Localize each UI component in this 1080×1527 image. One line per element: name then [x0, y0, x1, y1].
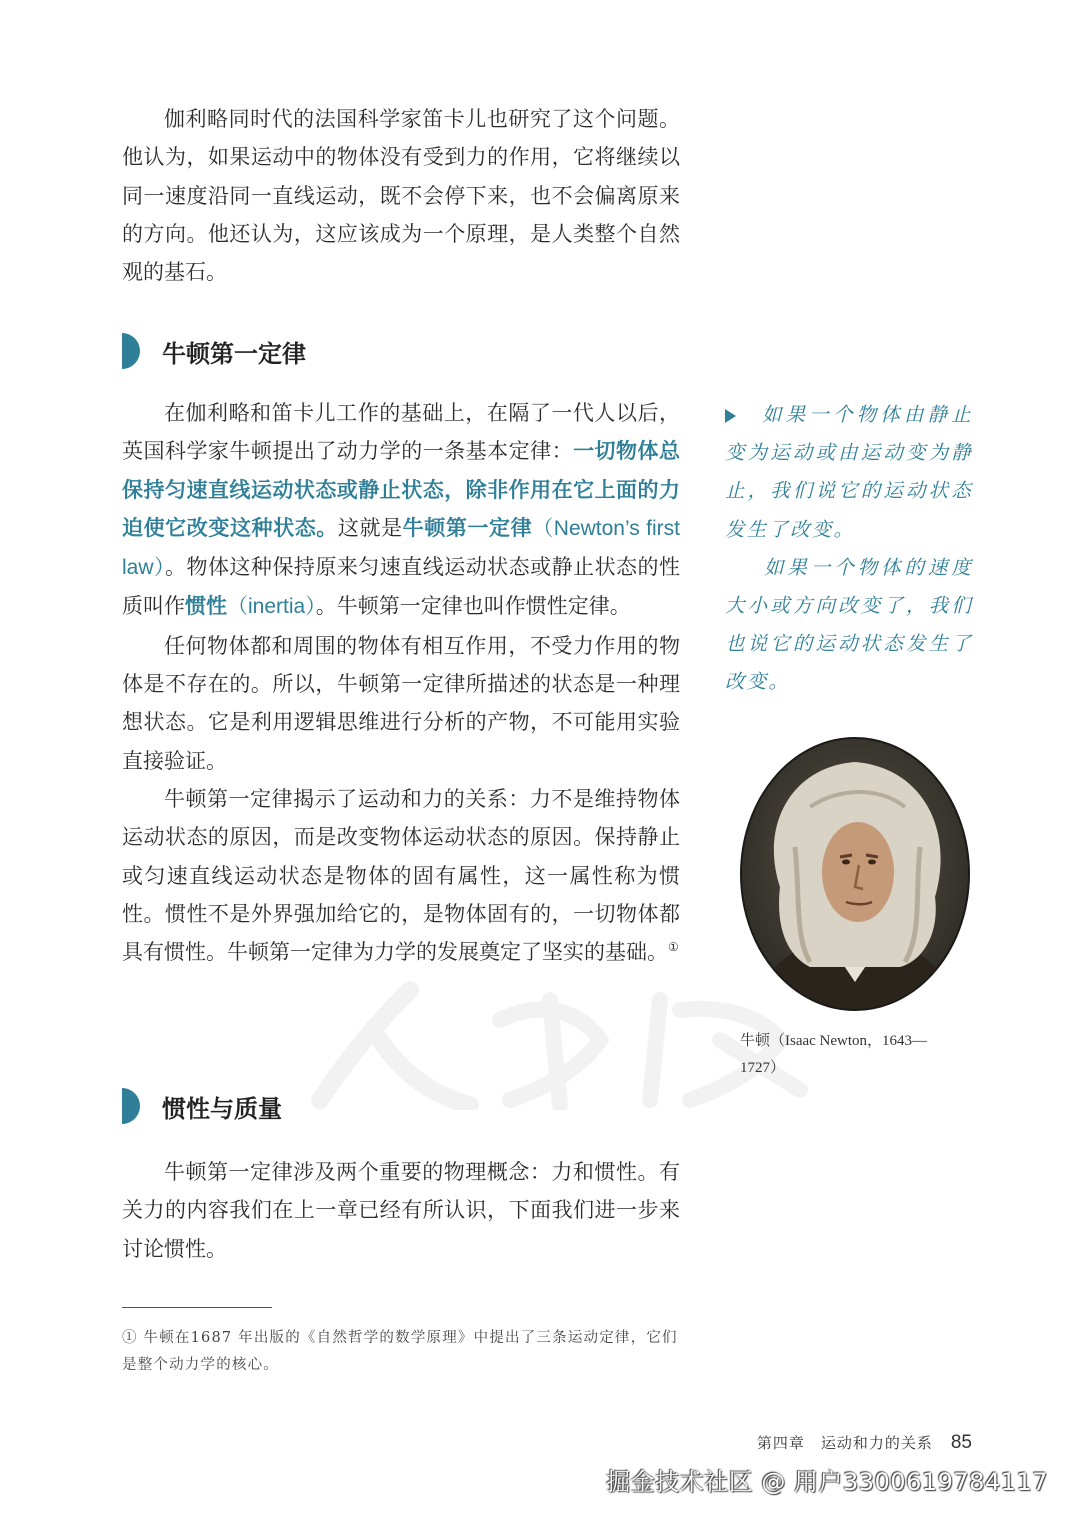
text-run: 这就是 [337, 515, 403, 540]
newton-portrait-icon [740, 737, 970, 1012]
section-heading-inertia-mass [122, 1086, 282, 1126]
text-run: 在伽利略和笛卡儿工作的基础上，在隔了一代人以后，英国科学家牛顿提出了动力学的一条基本定律： [122, 401, 680, 464]
site-credit-watermark: 掘金技术社区 @ 用户3300619784117 [606, 1468, 1048, 1496]
section1-body [122, 394, 680, 971]
section-marker-icon [122, 333, 140, 369]
chapter-label: 第四章 运动和力的关系 [756, 1434, 933, 1452]
text-run: 牛顿第一定律揭示了运动和力的关系：力不是维持物体运动状态的原因，而是改变物体运动状态的原因。保持静止或匀速直线运动状态是物体的固有属性，这一属性称为惯性。惯性不是外界强加给它的，是物体固有的，一切物体都具有惯性。牛顿第一定律为力学的发展奠定了坚实的基础。 [122, 786, 680, 965]
section-title: 牛顿第一定律 [162, 339, 306, 368]
section-marker-icon [122, 1088, 140, 1124]
footnote: ① 牛顿在1687 年出版的《自然哲学的数学原理》中提出了三条运动定律，它们是整个动力学的核心。 [122, 1330, 678, 1373]
term-newton-first-law: 牛顿第一定律 [402, 515, 533, 540]
sidebar-note-text: 如果一个物体由静止变为运动或由运动变为静止，我们说它的运动状态发生了改变。 [725, 403, 973, 541]
footnote-marker[interactable]: ① [668, 940, 679, 955]
term-inertia: 惯性 [185, 594, 227, 619]
text-run: 。物体这种保持原来匀速直线运动状态或静止状态的性质叫作 [122, 555, 681, 619]
page-footer [757, 1432, 972, 1454]
section2-body [122, 1153, 680, 1268]
portrait-caption: 牛顿（Isaac Newton，1643—1727） [740, 1033, 928, 1076]
law-statement: 一切物体总保持匀速直线运动状态或静止状态，除非作用在它上面的力迫使它改变这种状态。 [122, 439, 680, 540]
page-number: 85 [950, 1432, 972, 1453]
section-title: 惯性与质量 [162, 1094, 282, 1123]
text-run: 。牛顿第一定律也叫作惯性定律。 [315, 594, 631, 619]
english-term-inertia: （inertia） [227, 595, 316, 619]
intro-block [122, 100, 680, 291]
footnote-divider [122, 1307, 272, 1308]
paragraph-motion-force [122, 780, 680, 971]
sidebar-notes [725, 396, 973, 702]
paragraph-inertia-intro: 牛顿第一定律涉及两个重要的物理概念：力和惯性。有关力的内容我们在上一章已经有所认识，下面我们进一步来讨论惯性。 [122, 1160, 680, 1261]
paragraph-ideal-state: 任何物体都和周围的物体有相互作用，不受力作用的物体是不存在的。所以，牛顿第一定律所描述的状态是一种理想状态。它是利用逻辑思维进行分析的产物，不可能用实验直接验证。 [122, 633, 680, 773]
sidebar-note [725, 396, 973, 549]
english-term: （Newton’s first law） [122, 516, 681, 580]
paragraph-law-statement [122, 394, 680, 627]
triangle-arrow-icon [725, 409, 736, 423]
section-heading-newton-first-law [122, 331, 306, 371]
intro-paragraph: 伽利略同时代的法国科学家笛卡儿也研究了这个问题。他认为，如果运动中的物体没有受到力的作用，它将继续以同一速度沿同一直线运动，既不会停下来，也不会偏离原来的方向。他还认为，这应该成为一个原理，是人类整个自然观的基石。 [122, 107, 680, 285]
sidebar-note: 如果一个物体的速度大小或方向改变了，我们也说它的运动状态发生了改变。 [725, 555, 973, 694]
